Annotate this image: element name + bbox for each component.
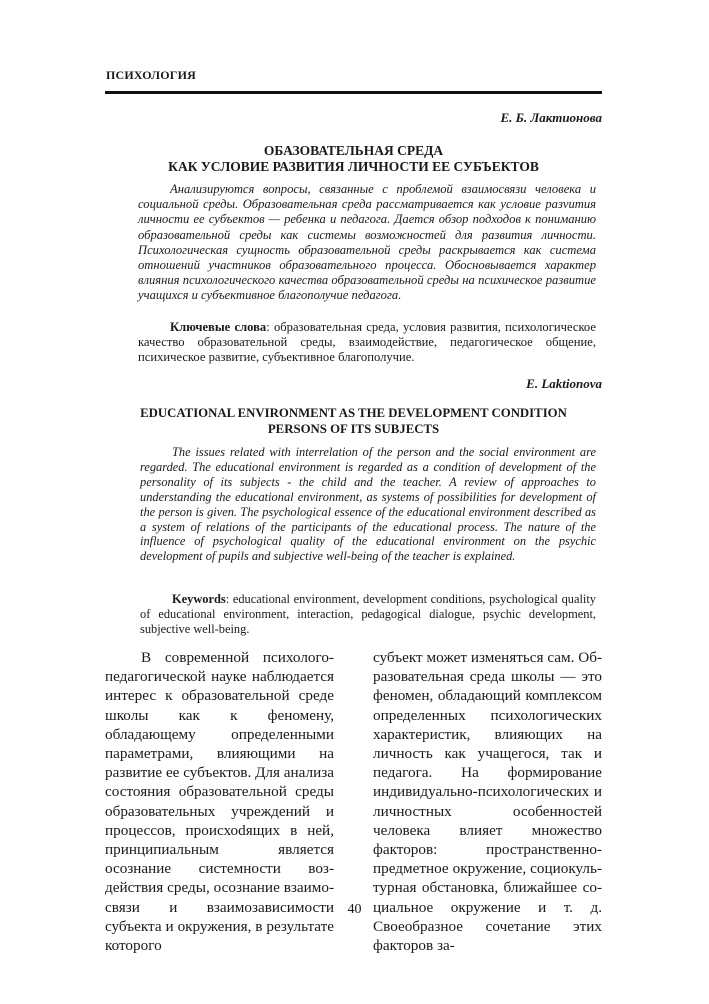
author-name-en: E. Laktionova — [526, 376, 602, 391]
abstract-en-text: The issues related with interrelation of the person and the social environment are regarded. The educational environment is regarded as a condition of development of the personality of its subjects - the child and the teacher. A review of approaches to understanding the educational environment, as systems of possibilities for development of the person is given. The psychological essence of the educational environment described as a system of relations of the participants of the educational process. The nature of the influence of psychological quality of the educational environment on the psychic development of pupils and subjective well-being of the teacher is explained. — [140, 445, 596, 564]
abstract-en — [140, 445, 596, 564]
title-ru-line-1: ОБАЗОВАТЕЛЬНАЯ СРЕДА — [263, 143, 444, 158]
article-title-en — [105, 405, 602, 437]
title-en-line-1: EDUCATIONAL ENVIRONMENT AS THE DEVELOPMENT CONDITION — [140, 406, 567, 420]
author-name-ru: Е. Б. Лактионова — [500, 110, 602, 125]
keywords-ru-text: : образовательная среда, условия развития, психологическое качество образовательной среды, взаимодействие, педагогическое общение, психическое развитие, субъективное благополучие. — [138, 320, 596, 365]
keywords-en — [140, 592, 596, 637]
title-en-line-2: PERSONS OF ITS SUBJECTS — [267, 422, 440, 436]
header-divider — [105, 91, 602, 94]
body-column-right-text: субъект может изменяться сам. Образовательная среда школы — это феномен, обладающий комплексом определенных психологических характеристик, влияющих на личность как учащегося, так и педагога. На формирование индивидуально-психологических и личностных особенностей человека влияет множество факторов: пространственно-предметное окружение, социокультурная обстановка, ближайшее социальное окружение и т. д. Своеобразное сочетание этих факторов за- — [373, 649, 602, 955]
keywords-ru — [138, 320, 596, 366]
keywords-ru-label: Ключевые слова — [170, 320, 267, 334]
body-column-left-text: В современной психолого-педагогической науке наблюдается интерес к образовательной среде школы как к феномену, обладающему определенными параметрами, влияющими на развитие ее субъектов. Для анализа состояния образовательной среды образовательных учреждений и процессов, происхоdящих в ней, принципиальным является осознание системности воздействия среды, осознание взаимосвязи и взаимозависимости субъекта и окружения, в результате которого — [105, 649, 334, 955]
journal-section-label: ПСИХОЛОГИЯ — [106, 68, 197, 82]
keywords-en-text: : educational environment, development conditions, psychological quality of educational environment, interaction, pedagogical dialogue, psychic development, subjective well-being. — [140, 592, 596, 636]
abstract-ru — [138, 182, 596, 304]
abstract-ru-text: Анализируются вопросы, связанные с проблемой взаимосвязи человека и социальной среды. Образовательная среда рассматривается как условие разvития личности ее субъектов — ребенка и педагога. Дается обзор подходов к пониманию образовательной среды как системы возможностей для развития личности. Психологическая сущность образовательной среды раскрывается как система отношений участников образовательного процесса. Обосновывается характер влияния психологического качества образовательной среды на психическое развитие учащихся и субъективное благополучие педагога. — [138, 182, 596, 303]
keywords-en-label: Keywords — [172, 592, 226, 606]
title-ru-line-2: КАК УСЛОВИЕ РАЗВИТИЯ ЛИЧНОСТИ ЕЕ СУБЪЕКТОВ — [168, 159, 539, 174]
article-title-ru — [105, 143, 602, 175]
page-number: 40 — [347, 902, 362, 917]
